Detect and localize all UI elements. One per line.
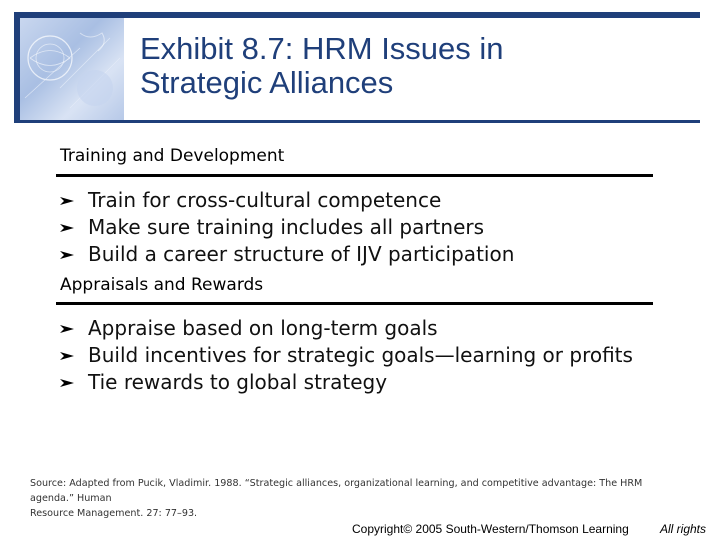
- list-item: [60, 241, 514, 268]
- source-line1: Source: Adapted from Pucik, Vladimir. 1988. “Strategic alliances, organizational learning, and competitive advantage: The HRM agenda.” Human: [30, 478, 643, 504]
- arrow-bullet-icon: [60, 223, 74, 233]
- slide-title-line1: Exhibit 8.7: HRM Issues in: [140, 31, 504, 66]
- bullet-text: Tie rewards to global strategy: [88, 370, 388, 394]
- slide-title-line2: Strategic Alliances: [140, 65, 394, 100]
- bullet-text: Appraise based on long-term goals: [88, 316, 438, 340]
- list-item: [60, 342, 633, 369]
- source-citation: [30, 476, 680, 521]
- bullet-text: Train for cross-cultural competence: [88, 188, 442, 212]
- section-rule-training: [56, 174, 653, 177]
- arrow-bullet-icon: [60, 250, 74, 260]
- bullet-list-training: [60, 187, 514, 268]
- list-item: [60, 369, 633, 396]
- list-item: [60, 315, 633, 342]
- section-heading-appraisals: Appraisals and Rewards: [60, 275, 264, 295]
- bullet-text: Build a career structure of IJV participation: [88, 242, 515, 266]
- section-heading-training: Training and Development: [60, 146, 285, 166]
- bullet-text: Build incentives for strategic goals—learning or profits: [88, 343, 633, 367]
- copyright-notice: Copyright© 2005 South-Western/Thomson Learning: [352, 522, 629, 536]
- list-item: [60, 187, 514, 214]
- header-bottom-rule: [14, 120, 700, 123]
- globe-logo-image: [20, 18, 124, 120]
- arrow-bullet-icon: [60, 196, 74, 206]
- bullet-list-appraisals: [60, 315, 633, 396]
- list-item: [60, 214, 514, 241]
- arrow-bullet-icon: [60, 351, 74, 361]
- source-line2: Resource Management. 27: 77–93.: [30, 508, 198, 519]
- arrow-bullet-icon: [60, 324, 74, 334]
- arrow-bullet-icon: [60, 378, 74, 388]
- section-rule-appraisals: [56, 302, 653, 305]
- bullet-text: Make sure training includes all partners: [88, 215, 485, 239]
- slide-title: [140, 32, 700, 100]
- rights-notice: All rights: [660, 522, 707, 536]
